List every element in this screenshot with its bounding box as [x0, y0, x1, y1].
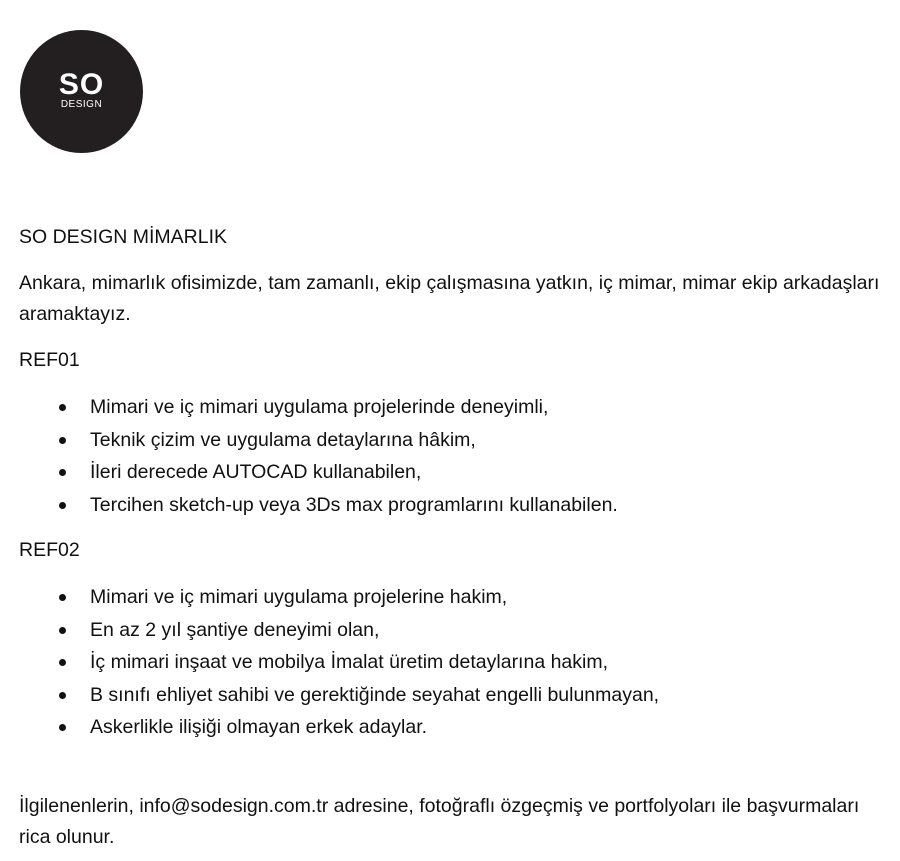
list-item	[19, 391, 889, 424]
logo-sub-text: DESIGN	[60, 99, 103, 110]
list-item-text: İleri derecede AUTOCAD kullanabilen,	[90, 461, 422, 483]
bullet-icon	[59, 594, 66, 601]
list-item	[19, 646, 889, 679]
bullet-icon	[59, 659, 66, 666]
list-item	[19, 456, 889, 489]
list-item-text: B sınıfı ehliyet sahibi ve gerektiğinde seyahat engelli bulunmayan,	[90, 683, 660, 706]
list-item	[19, 581, 889, 614]
list-item-text: İç mimari inşaat ve mobilya İmalat üretim detaylarına hakim,	[90, 651, 609, 673]
logo-main-text: SO	[58, 68, 105, 101]
list-item	[19, 711, 889, 744]
list-item-text: Teknik çizim ve uygulama detaylarına hâkim,	[90, 428, 476, 451]
list-item-text: Askerlikle ilişiği olmayan erkek adaylar.	[90, 716, 428, 738]
list-item-text: Tercihen sketch-up veya 3Ds max programlarını kullanabilen.	[90, 493, 618, 516]
ref01-requirements	[19, 391, 889, 521]
bullet-icon	[59, 437, 66, 444]
list-item-text: Mimari ve iç mimari uygulama projelerine hakim,	[90, 586, 508, 608]
bullet-icon	[59, 692, 66, 699]
ref02-requirements	[19, 581, 889, 744]
list-item	[19, 424, 889, 457]
ref01-title: REF01	[19, 349, 80, 371]
intro-text: Ankara, mimarlık ofisimizde, tam zamanlı, ekip çalışmasına yatkın, iç mimar, mimar ekip arkadaşları aramaktayız.	[19, 272, 880, 325]
bullet-icon	[59, 724, 66, 731]
bullet-icon	[59, 627, 66, 634]
bullet-icon	[59, 502, 66, 509]
list-item-text: En az 2 yıl şantiye deneyimi olan,	[90, 618, 380, 641]
job-posting	[19, 222, 889, 853]
bullet-icon	[59, 469, 66, 476]
list-item	[19, 614, 889, 647]
list-item-text: Mimari ve iç mimari uygulama projelerinde deneyimli,	[90, 396, 549, 418]
list-item	[19, 489, 889, 522]
company-logo	[20, 30, 143, 153]
company-name: SO DESIGN MİMARLIK	[19, 226, 228, 248]
ref02-title: REF02	[19, 539, 80, 561]
list-item	[19, 679, 889, 712]
contact-text: İlgilenenlerin, info@sodesign.com.tr adresine, fotoğraflı özgeçmiş ve portfolyoları ile başvurmaları rica olunur.	[19, 794, 860, 848]
bullet-icon	[59, 404, 66, 411]
